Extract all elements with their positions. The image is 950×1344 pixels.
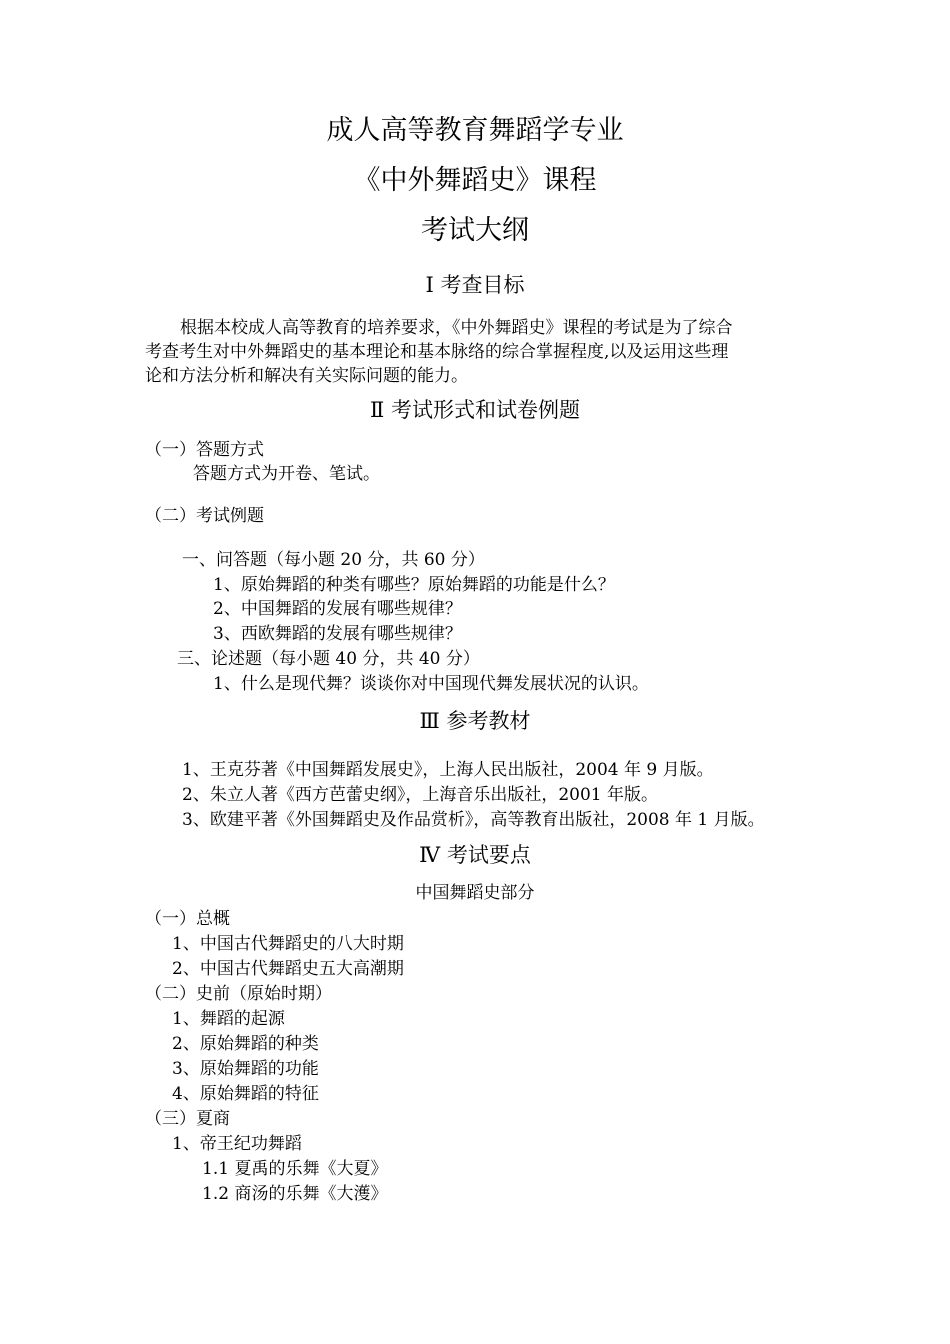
outline-subitem: 1.2 商汤的乐舞《大濩》 xyxy=(202,1184,388,1204)
outline-item: 1、中国古代舞蹈史的八大时期 xyxy=(172,934,404,954)
outline-group: （一）总概 xyxy=(145,909,230,929)
question-group-title: 一、问答题（每小题 20 分，共 60 分） xyxy=(182,550,485,570)
subsection-title: （二）考试例题 xyxy=(145,506,264,526)
outline-item: 1、舞蹈的起源 xyxy=(172,1009,285,1029)
section-heading-key-points: Ⅳ 考试要点 xyxy=(419,843,531,867)
part-subtitle: 中国舞蹈史部分 xyxy=(415,883,535,903)
section-heading-objectives: Ⅰ 考查目标 xyxy=(425,273,525,297)
outline-item: 2、原始舞蹈的种类 xyxy=(172,1034,319,1054)
outline-item: 4、原始舞蹈的特征 xyxy=(172,1084,319,1104)
course-title: 《中外舞蹈史》课程 xyxy=(353,165,597,196)
paragraph-line: 考查考生对中外舞蹈史的基本理论和基本脉络的综合掌握程度,以及运用这些理 xyxy=(145,342,729,362)
document-title: 成人高等教育舞蹈学专业 xyxy=(326,115,624,146)
section-heading-exam-format: Ⅱ 考试形式和试卷例题 xyxy=(370,398,580,422)
outline-group: （三）夏商 xyxy=(145,1109,230,1129)
outline-item: 3、原始舞蹈的功能 xyxy=(172,1059,319,1079)
outline-item: 2、中国古代舞蹈史五大高潮期 xyxy=(172,959,404,979)
outline-title: 考试大纲 xyxy=(421,215,529,246)
paragraph-line: 根据本校成人高等教育的培养要求，《中外舞蹈史》课程的考试是为了综合 xyxy=(180,318,733,338)
reference-item: 2、朱立人著《西方芭蕾史纲》，上海音乐出版社，2001 年版。 xyxy=(182,785,658,805)
section-heading-references: Ⅲ 参考教材 xyxy=(419,709,531,733)
paragraph-line: 论和方法分析和解决有关实际问题的能力。 xyxy=(145,366,468,386)
question-item: 3、西欧舞蹈的发展有哪些规律？ xyxy=(213,624,462,644)
subsection-title: （一）答题方式 xyxy=(145,440,264,460)
question-item: 2、中国舞蹈的发展有哪些规律？ xyxy=(213,599,462,619)
outline-subitem: 1.1 夏禹的乐舞《大夏》 xyxy=(202,1159,388,1179)
question-item: 1、什么是现代舞？谈谈你对中国现代舞发展状况的认识。 xyxy=(213,674,649,694)
reference-item: 3、欧建平著《外国舞蹈史及作品赏析》，高等教育出版社，2008 年 1 月版。 xyxy=(182,810,765,830)
question-group-title: 三、论述题（每小题 40 分，共 40 分） xyxy=(177,649,480,669)
question-item: 1、原始舞蹈的种类有哪些？原始舞蹈的功能是什么？ xyxy=(213,575,615,595)
subsection-text: 答题方式为开卷、笔试。 xyxy=(193,464,380,484)
outline-item: 1、帝王纪功舞蹈 xyxy=(172,1134,302,1154)
reference-item: 1、王克芬著《中国舞蹈发展史》，上海人民出版社，2004 年 9 月版。 xyxy=(182,760,714,780)
outline-group: （二）史前（原始时期） xyxy=(145,984,332,1004)
